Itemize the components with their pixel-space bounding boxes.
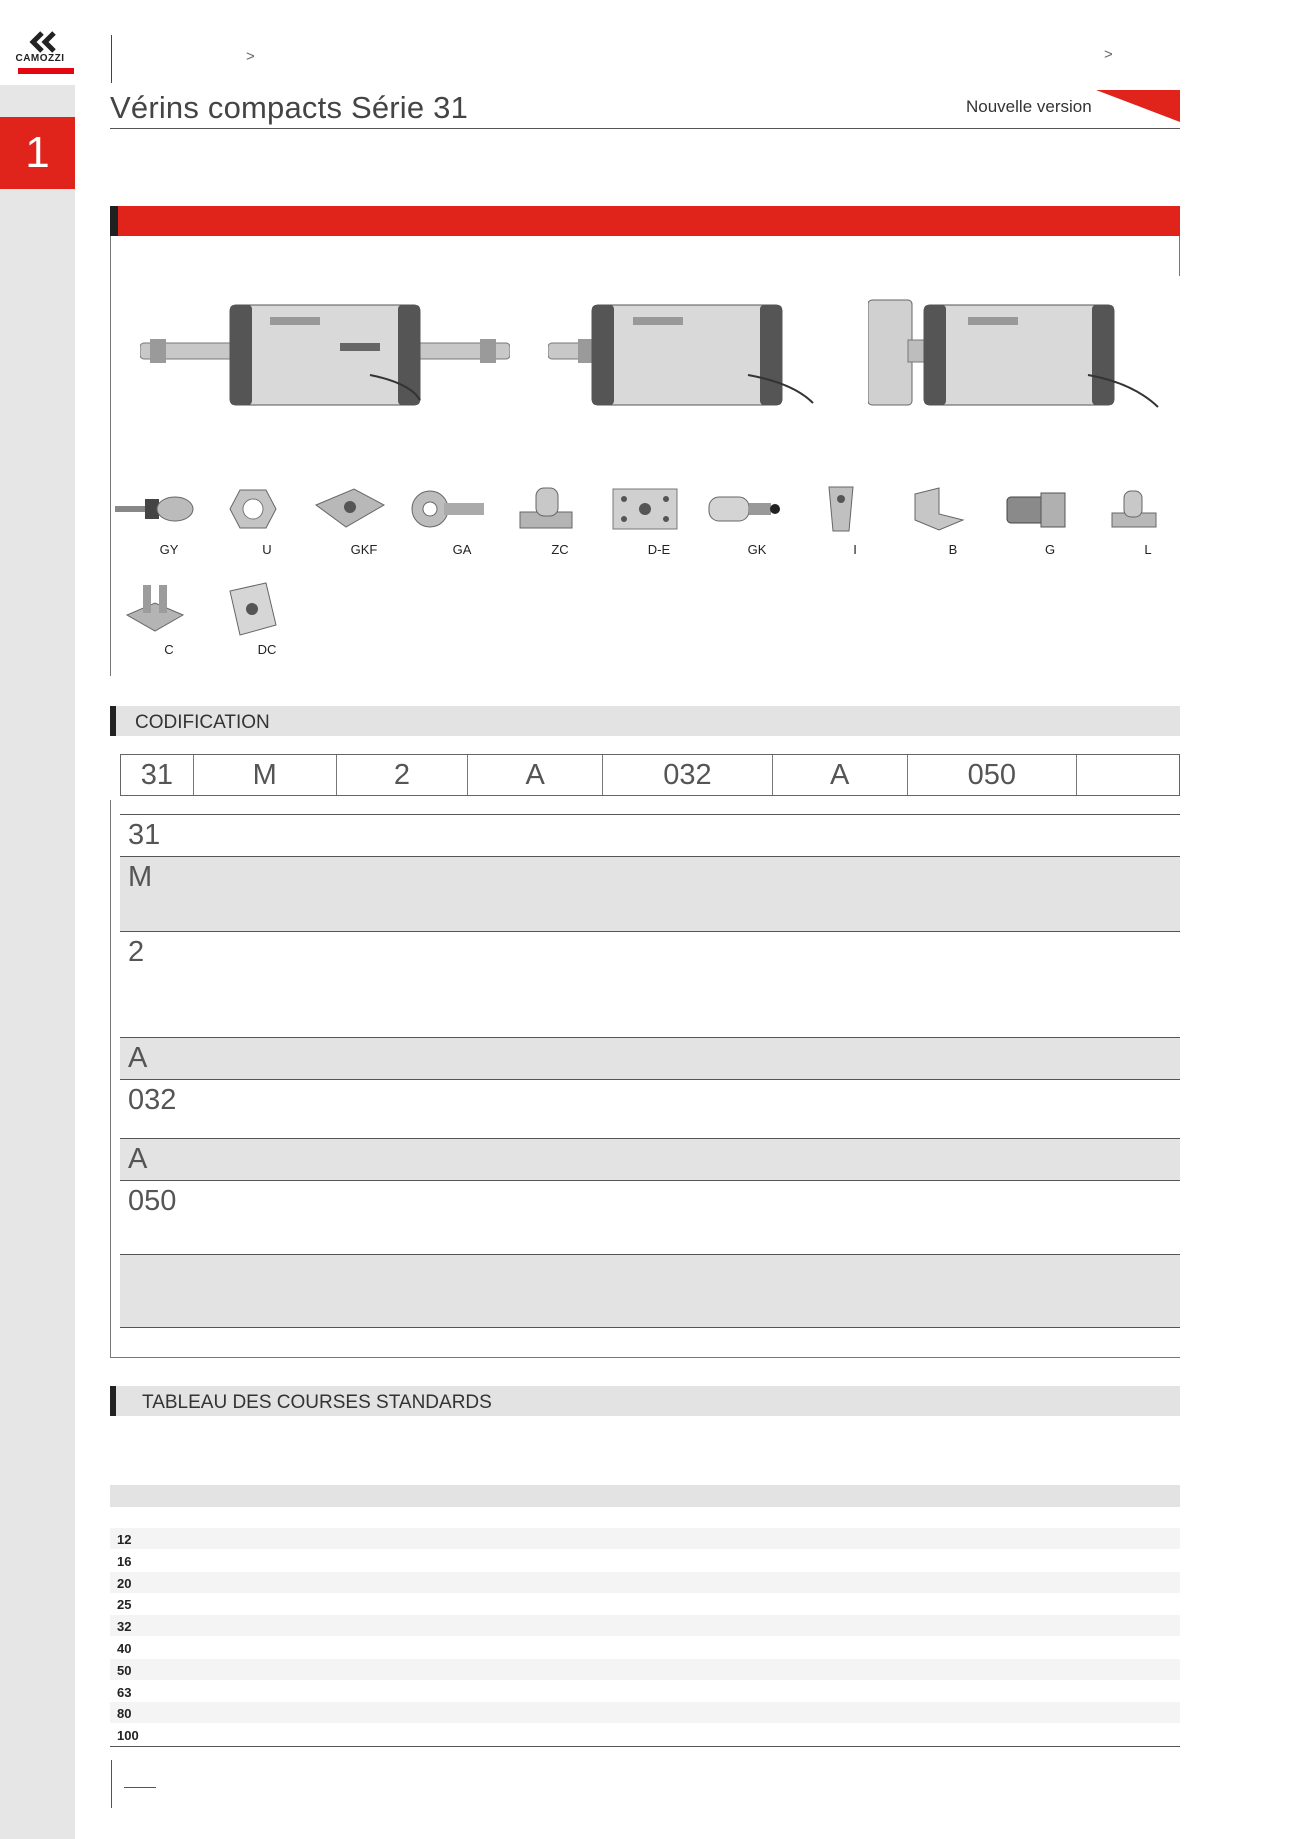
self-aligning-joint-icon [703, 480, 783, 538]
angle-bracket-icon [899, 480, 979, 538]
clevis-icon [996, 480, 1076, 538]
accessory-code: GY [159, 542, 179, 557]
accessory-zc [506, 480, 586, 557]
bore-diameter: 80 [117, 1706, 132, 1722]
product-header-band [110, 206, 1180, 236]
bore-diameter: 12 [117, 1532, 132, 1547]
brand-logo [0, 0, 75, 85]
codification-row [120, 1180, 1180, 1254]
breadcrumb-separator-left: > [246, 48, 255, 65]
stroke-row [110, 1637, 1180, 1658]
bore-diameter: 50 [117, 1662, 132, 1678]
codification-row-code: 2 [128, 936, 145, 968]
accessory-dc [213, 580, 293, 657]
cylinder-guided-image [868, 295, 1168, 415]
strokes-table-bottom [110, 1746, 1180, 1747]
accessory-gk [703, 480, 783, 557]
codification-frame-left [110, 800, 111, 1358]
accessory-c [115, 580, 195, 657]
stroke-row [110, 1724, 1180, 1745]
stroke-row [110, 1572, 1180, 1593]
footer-divider [111, 1760, 112, 1808]
stroke-row [110, 1681, 1180, 1702]
camozzi-logo-icon [28, 30, 58, 54]
accessory-u [213, 480, 293, 557]
accessory-b [899, 480, 979, 557]
accessory-code: GA [452, 542, 472, 557]
accessory-d-e [605, 480, 685, 557]
codification-header [110, 706, 1180, 736]
code-cell: 31 [121, 755, 194, 795]
codification-row [120, 931, 1180, 1037]
square-flange-icon [213, 580, 293, 638]
strokes-table-header [110, 1485, 1180, 1507]
accessory-gkf [310, 480, 390, 557]
code-cell: A [773, 755, 908, 795]
code-cell: 032 [603, 755, 773, 795]
product-frame-left [110, 236, 111, 676]
header-divider [111, 35, 112, 83]
new-version-flag [1096, 90, 1180, 122]
accessory-code: U [262, 542, 272, 557]
strokes-title: TABLEAU DES COURSES STANDARDS [142, 1392, 492, 1413]
breadcrumb-separator-right: > [1104, 46, 1113, 63]
stroke-row [110, 1702, 1180, 1723]
codification-row [120, 1254, 1180, 1328]
stroke-row [110, 1615, 1180, 1636]
codification-row [120, 1138, 1180, 1180]
accessory-ga [408, 480, 488, 557]
rod-clevis-icon [115, 480, 195, 538]
accessory-code: D-E [647, 542, 671, 557]
title-rule [110, 128, 1180, 129]
accessory-gy [115, 480, 195, 557]
codification-row-code: 31 [128, 819, 161, 851]
bore-diameter: 32 [117, 1619, 132, 1635]
bore-diameter: 100 [117, 1728, 139, 1744]
codification-row-code: 032 [128, 1084, 177, 1116]
page-title: Vérins compacts Série 31 [110, 90, 469, 125]
brand-underline [18, 68, 74, 74]
accessory-code: I [853, 542, 857, 557]
codification-row [120, 1079, 1180, 1138]
accessory-i [801, 480, 881, 557]
flange-plate-icon [310, 480, 390, 538]
stroke-row [110, 1593, 1180, 1614]
stroke-row [110, 1659, 1180, 1680]
code-cell: M [194, 755, 337, 795]
accessory-code: GK [747, 542, 767, 557]
pivot-bracket-icon [506, 480, 586, 538]
codification-row-code: M [128, 861, 153, 893]
rear-clevis-icon [115, 580, 195, 638]
stroke-row [110, 1550, 1180, 1571]
hex-nut-icon [213, 480, 293, 538]
codification-row-code: A [128, 1143, 148, 1175]
bore-diameter: 40 [117, 1641, 132, 1656]
new-version-label: Nouvelle version [966, 97, 1092, 116]
code-cell [1077, 755, 1179, 795]
chapter-tab: 1 [0, 117, 75, 189]
code-cell: 2 [337, 755, 469, 795]
codification-frame-bottom [110, 1357, 1180, 1358]
accessory-code: L [1144, 542, 1152, 557]
accessory-code: C [164, 642, 174, 657]
brand-name: CAMOZZI [15, 53, 65, 64]
accessory-code: DC [257, 642, 277, 657]
cylinder-single-rod-image [548, 295, 828, 415]
codification-example-row [120, 754, 1180, 796]
rod-eye-icon [408, 480, 488, 538]
foot-mount-icon [1094, 480, 1174, 538]
left-sidebar [0, 0, 75, 1839]
accessory-code: GKF [350, 542, 378, 557]
code-cell: 050 [908, 755, 1078, 795]
flat-flange-icon [605, 480, 685, 538]
bore-diameter: 25 [117, 1597, 132, 1613]
cylinder-through-rod-image [140, 295, 510, 415]
foot-bracket-icon [801, 480, 881, 538]
strokes-header [110, 1386, 1180, 1416]
codification-row [120, 856, 1180, 931]
product-frame-right [1179, 236, 1180, 276]
codification-title: CODIFICATION [135, 712, 270, 733]
accessory-l [1094, 480, 1174, 557]
accessory-code: B [948, 542, 958, 557]
accessory-code: ZC [551, 542, 569, 557]
bore-diameter: 16 [117, 1553, 132, 1569]
codification-row-code: A [128, 1042, 148, 1074]
code-cell: A [468, 755, 603, 795]
stroke-row [110, 1528, 1180, 1549]
accessory-g [996, 480, 1076, 557]
bore-diameter: 20 [117, 1575, 132, 1591]
codification-row-code: 050 [128, 1185, 177, 1217]
accessory-code: G [1044, 542, 1056, 557]
codification-row [120, 1037, 1180, 1079]
footer-dash [124, 1787, 156, 1788]
bore-diameter: 63 [117, 1684, 132, 1700]
codification-row [120, 814, 1180, 856]
